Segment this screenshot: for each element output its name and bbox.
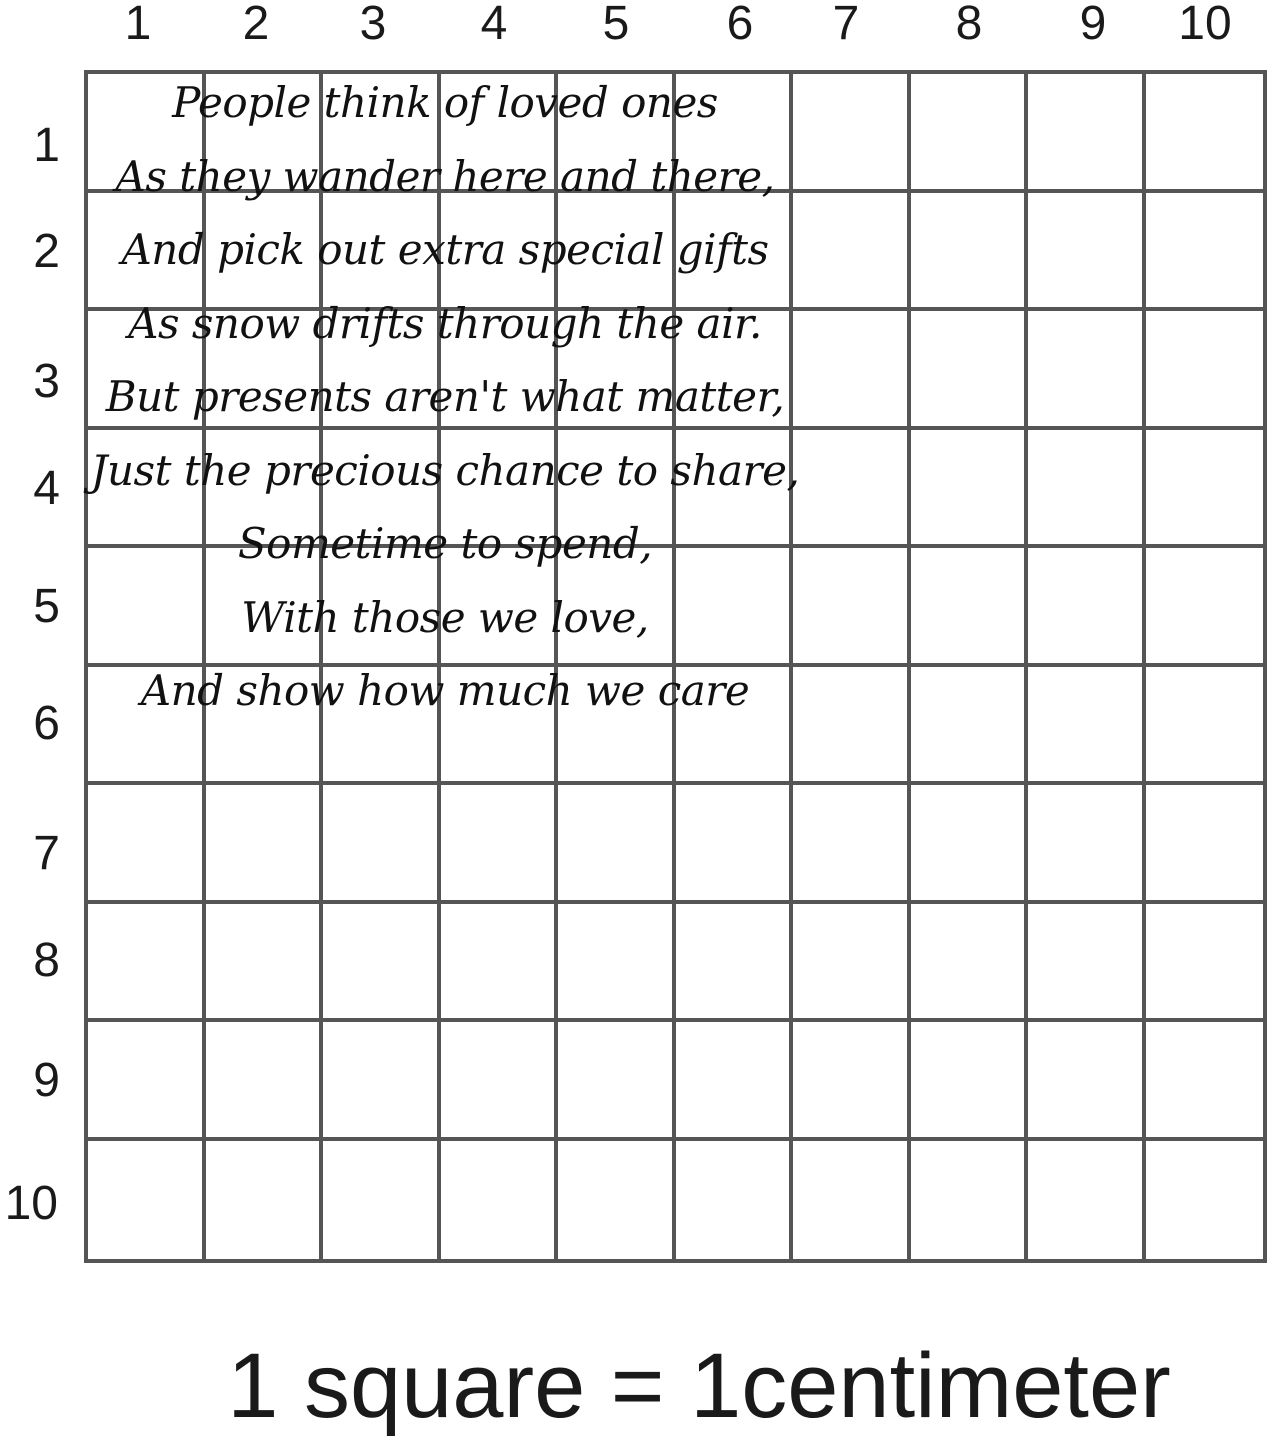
grid-square [793,193,911,312]
grid-square [793,74,911,193]
row-label: 8 [33,934,60,987]
poem [85,66,805,728]
grid-square [441,904,559,1023]
grid-square [911,74,1029,193]
column-label: 7 [832,0,860,50]
grid-square [323,785,441,904]
grid-square [206,785,324,904]
row-label: 10 [4,1177,58,1230]
column-label: 8 [955,0,983,50]
grid-square [793,667,911,786]
grid-square [323,1022,441,1141]
grid-square [88,1141,206,1260]
grid-square [323,1141,441,1260]
grid-square [793,430,911,549]
grid-square [911,193,1029,312]
column-label: 3 [359,0,387,50]
grid-square [1146,1141,1264,1260]
poem-line: And show how much we care [140,666,750,715]
column-label: 1 [124,0,152,50]
scale-note: 1 square = 1centimeter [227,1335,1171,1437]
row-label: 7 [33,827,60,880]
column-label: 2 [242,0,270,50]
grid-square [441,1022,559,1141]
grid-square [1146,1022,1264,1141]
row-label: 3 [33,355,60,408]
grid-square [1146,74,1264,193]
poem-line: Just the precious chance to share, [90,445,800,495]
grid-square [793,1141,911,1260]
column-label: 4 [480,0,508,50]
row-label: 1 [33,119,60,172]
column-label: 6 [726,0,754,50]
grid-square [793,904,911,1023]
grid-square [676,1141,794,1260]
grid-square [441,785,559,904]
poem-line: With those we love, [241,592,649,642]
grid-square [1146,904,1264,1023]
grid-square [911,1141,1029,1260]
grid-square [1028,667,1146,786]
grid-square [911,548,1029,667]
grid-square [441,1141,559,1260]
grid-square [1028,1141,1146,1260]
grid-square [1028,904,1146,1023]
grid-square [1146,785,1264,904]
row-label: 2 [33,225,60,278]
grid-square [206,904,324,1023]
row-label: 5 [33,580,60,633]
grid-square [911,311,1029,430]
grid-square [793,311,911,430]
column-label: 10 [1178,0,1232,50]
grid-square [1028,785,1146,904]
grid-square [793,1022,911,1141]
grid-square [911,904,1029,1023]
grid-square [88,1022,206,1141]
grid-square [1028,74,1146,193]
grid-square [323,904,441,1023]
grid-square [1146,667,1264,786]
grid-square [676,904,794,1023]
grid-square [1028,430,1146,549]
grid-square [1028,1022,1146,1141]
poem-line: As snow drifts through the air. [128,298,762,348]
grid-square [911,1022,1029,1141]
grid-square [206,1141,324,1260]
grid-square [911,785,1029,904]
grid-square [911,667,1029,786]
poem-line: Sometime to spend, [237,519,653,568]
grid-square [793,548,911,667]
grid-square [1146,193,1264,312]
grid-square [88,904,206,1023]
grid-square [88,785,206,904]
row-label: 4 [33,462,60,515]
poem-line: But presents aren't what matter, [105,372,785,421]
grid-square [1028,193,1146,312]
poem-line: As they wander here and there, [115,151,775,201]
grid-square [558,785,676,904]
grid-square [558,1022,676,1141]
grid-square [911,430,1029,549]
grid-square [1028,548,1146,667]
grid-square [206,1022,324,1141]
column-label: 5 [602,0,630,50]
poem-line: People think of loved ones [172,78,718,127]
grid-square [676,785,794,904]
grid-square [558,1141,676,1260]
grid-square [1028,311,1146,430]
row-label: 6 [33,697,60,750]
grid-square [1146,311,1264,430]
poem-line: And pick out extra special gifts [121,225,769,274]
column-label: 9 [1079,0,1107,50]
grid-square [1146,548,1264,667]
grid-square [558,904,676,1023]
grid-square [793,785,911,904]
row-label: 9 [33,1054,60,1107]
grid-square [1146,430,1264,549]
grid-square [676,1022,794,1141]
